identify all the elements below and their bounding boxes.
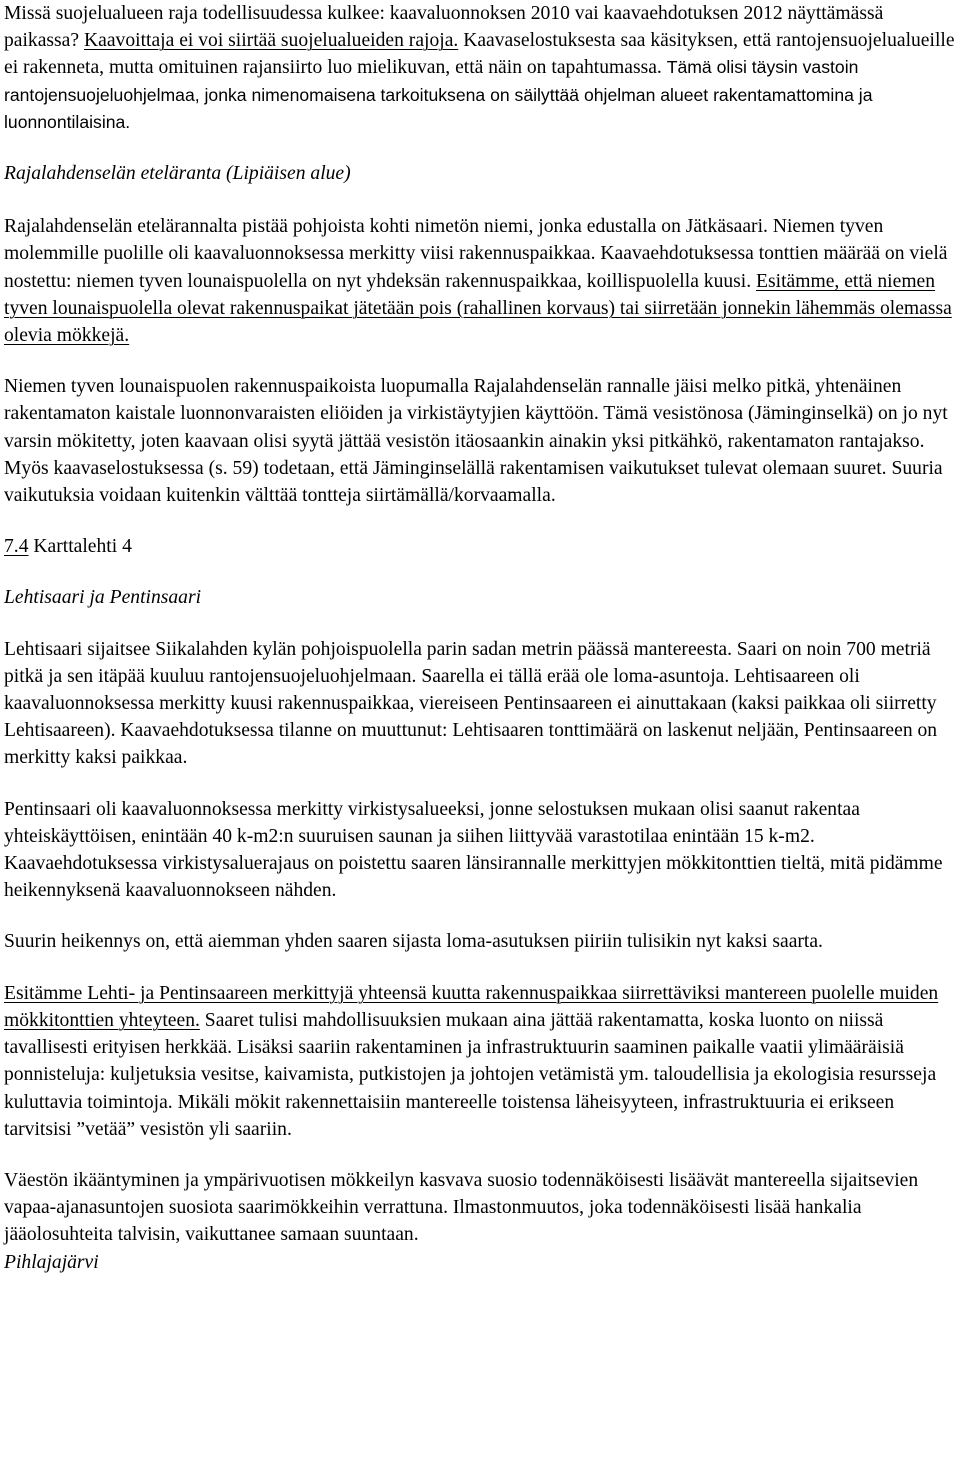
paragraph-rajalahdenselka	[4, 213, 956, 349]
section-heading-rajalahdenselka: Rajalahdenselän eteläranta (Lipiäisen alue)	[4, 163, 351, 185]
paragraph-siirto-proposal	[4, 980, 956, 1143]
paragraph-pentinsaari: Pentinsaari oli kaavaluonnoksessa merkitty virkistysalueeksi, jonne selostuksen mukaan olisi saanut rakentaa yhteiskäyttöisen, enintään 40 k-m2:n suuruisen saunan ja siihen liittyvää varastotilaa enintään 15 k-m2. Kaavaehdotuksessa virkistysaluerajaus on poistettu saaren länsirannalle merkittyjen mökkitonttien tieltä, mitä pidämme heikennyksenä kaavaluonnokseen nähden.	[4, 798, 943, 902]
text-segment: Saaret tulisi mahdollisuuksien mukaan aina jättää rakentamatta, koska luonto on niissä tavallisesti erityisen herkkää. Lisäksi saariin rakentaminen ja infrastruktuurin saaminen paikalle vaatii ylimääräisiä ponnisteluja: kuljetuksia vesitse, kaivamista, putkistojen ja johtojen vetämistä ym. taloudellisia ja ekologisia resursseja kuluttavia toimintoja. Mikäli mökit rakennettaisiin mantereelle toistensa läheisyyteen, infrastruktuuria ei erikseen tarvitsisi ”vetää” vesistön yli saariin.	[4, 1009, 937, 1140]
text-segment: Rajalahdenselän etelärannalta pistää pohjoista kohti nimetön niemi, jonka edustalla on Jätkäsaari. Niemen tyven molemmille puolille oli kaavaluonnoksessa merkitty viisi rakennuspaikkaa. Kaavaehdotuksessa tonttien määrää on vielä nostettu: niemen tyven lounaispuolella on nyt yhdeksän rakennuspaikkaa, koillispuolella kuusi.	[4, 216, 948, 292]
section-heading-karttalehti	[4, 533, 956, 560]
text-segment: Kaavaselostuksesta saa käsityksen, että rantojensuojelualueille ei rakenneta, mutta omituinen rajansiirto luo mielikuvan, että näin on tapahtumassa.	[4, 30, 955, 79]
underlined-statement: Kaavoittaja ei voi siirtää suojelualueiden rajoja.	[83, 30, 459, 52]
paragraph-vaeston-ikaantyminen: Väestön ikääntyminen ja ympärivuotisen mökkeilyn kasvava suosio todennäköisesti lisäävät mantereella sijaitsevien vapaa-ajanasuntojen suosiota saarimökkeihin verrattuna. Ilmastonmuutos, joka todennäköisesti lisää hankalia jääolosuhteita talvisin, vaikuttanee samaan suuntaan.	[4, 1169, 919, 1246]
text-segment-sans: Tämä olisi täysin vastoin rantojensuojeluohjelmaa, jonka nimenomaisena tarkoituksena on säilyttää ohjelman alueet rakentamattomina ja luonnontilaisina.	[4, 57, 873, 132]
paragraph-heikennys: Suurin heikennys on, että aiemman yhden saaren sijasta loma-asutuksen piiriin tulisikin nyt kaksi saarta.	[4, 931, 823, 953]
paragraph-lehtisaari: Lehtisaari sijaitsee Siikalahden kylän pohjoispuolella parin sadan metrin päässä mantereesta. Saari on noin 700 metriä pitkä ja sen itäpää kuuluu rantojensuojeluohjelmaan. Saarella ei tällä erää ole loma-asuntoja. Lehtisaareen oli kaavaluonnoksessa merkitty kuusi rakennuspaikkaa, viereiseen Pentinsaareen ei ainuttakaan (kaksi paikkaa oli siirretty Lehtisaareen). Kaavaehdotuksessa tilanne on muuttunut: Lehtisaaren tonttimäärä on laskenut neljään, Pentinsaareen on merkitty kaksi paikkaa.	[4, 638, 938, 769]
text-segment: Missä suojelualueen raja todellisuudessa kulkee: kaavaluonnoksen 2010 vai kaavaehdotuksen 2012 näyttämässä paikassa?	[4, 3, 884, 52]
section-heading-pihlajajarvi: Pihlajajärvi	[4, 1251, 99, 1273]
section-number: 7.4	[4, 536, 29, 558]
section-heading-lehtisaari: Lehtisaari ja Pentinsaari	[4, 587, 202, 609]
section-title: Karttalehti 4	[28, 536, 132, 558]
underlined-proposal: Esitämme, että niemen tyven lounaispuolella olevat rakennuspaikat jätetään pois (rahallinen korvaus) tai siirretään jonnekin lähemmäs olemassa olevia mökkejä.	[4, 270, 952, 347]
underlined-proposal: Esitämme Lehti- ja Pentinsaareen merkittyjä yhteensä kuutta rakennuspaikkaa siirrettäviksi mantereen puolelle muiden mökkitonttien yhteyteen.	[4, 982, 939, 1031]
paragraph-boundary-question	[4, 0, 956, 136]
paragraph-niemen-tyvi: Niemen tyven lounaispuolen rakennuspaikoista luopumalla Rajalahdenselän rannalle jäisi melko pitkä, yhtenäinen rakentamaton kaistale luonnonvaraisten eliöiden ja virkistäytyjien käyttöön. Tämä vesistönosa (Jäminginselkä) on jo nyt varsin mökitetty, joten kaavaan olisi syytä jättää vesistön itäosaankin ainakin yksi pitkähkö, rakentamaton rantajakso. Myös kaavaselostuksessa (s. 59) todetaan, että Jäminginselällä rakentamisen vaikutukset tulevat olemaan suuret. Suuria vaikutuksia voidaan kuitenkin välttää tontteja siirtämällä/korvaamalla.	[4, 376, 948, 507]
